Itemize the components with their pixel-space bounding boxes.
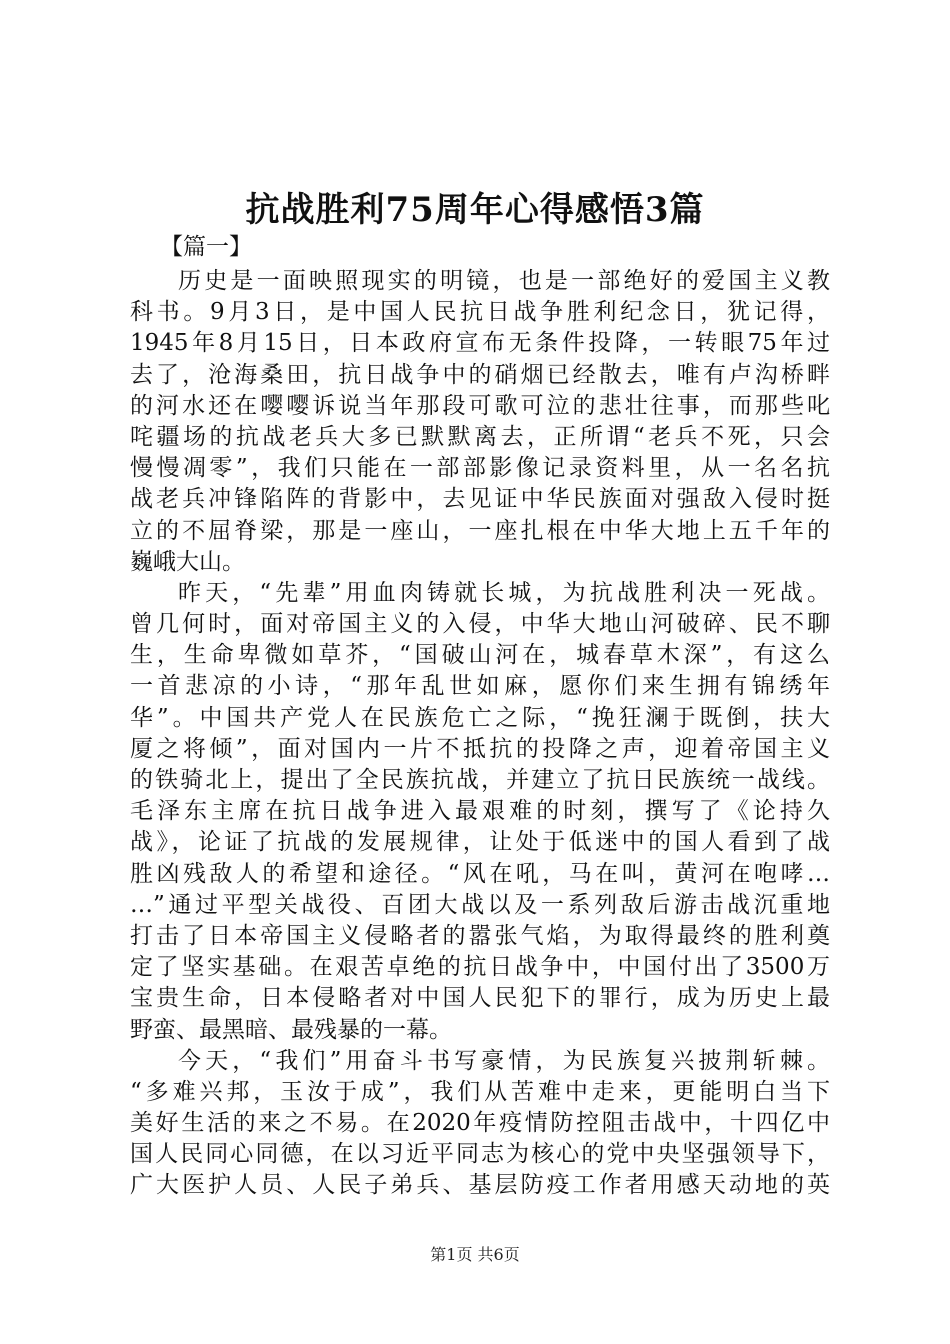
text-line: 打击了日本帝国主义侵略者的嚣张气焰，为取得最终的胜利奠 [130,922,830,949]
text-line: 立的不屈脊梁，那是一座山，一座扎根在中华大地上五千年的 [130,517,830,544]
text-line: “多难兴邦，玉汝于成”，我们从苦难中走来，更能明白当下 [130,1078,830,1105]
text-line: 华”。中国共产党人在民族危亡之际，“挽狂澜于既倒，扶大 [130,704,830,731]
text-line: 美好生活的来之不易。在2020年疫情防控阻击战中，十四亿中 [130,1110,830,1137]
text-line: 曾几何时，面对帝国主义的入侵，中华大地山河破碎、民不聊 [130,611,830,638]
text-line: 的铁骑北上，提出了全民族抗战，并建立了抗日民族统一战线。 [130,767,830,793]
text-line: 宝贵生命，日本侵略者对中国人民犯下的罪行，成为历史上最 [130,985,830,1012]
page-footer: 第1页 共6页 [430,1245,520,1264]
body-text [130,266,830,1202]
text-line: 巍峨大山。 [130,548,245,575]
text-line: 国人民同心同德，在以习近平同志为核心的党中央坚强领导下， [130,1141,830,1168]
text-line: 野蛮、最黑暗、最残暴的一幕。 [130,1016,452,1043]
text-line: 的河水还在嘤嘤诉说当年那段可歌可泣的悲壮往事，而那些叱 [130,392,830,419]
text-line: 今天，“我们”用奋斗书写豪情，为民族复兴披荆斩棘。 [178,1047,830,1074]
text-line: 一首悲凉的小诗，“那年乱世如麻，愿你们来生拥有锦绣年 [130,673,830,700]
text-line: 慢慢凋零”，我们只能在一部部影像记录资料里，从一名名抗 [130,455,830,482]
text-line: …”通过平型关战役、百团大战以及一系列敌后游击战沉重地 [130,891,830,918]
text-line: 广大医护人员、人民子弟兵、基层防疫工作者用感天动地的英 [130,1172,830,1199]
text-line: 1945年8月15日，日本政府宣布无条件投降，一转眼75年过 [130,330,830,357]
text-line: 战》，论证了抗战的发展规律，让处于低迷中的国人看到了战 [130,829,830,856]
text-line: 生，生命卑微如草芥，“国破山河在，城春草木深”，有这么 [130,642,830,669]
text-line: 胜凶残敌人的希望和途径。“风在吼，马在叫，黄河在咆哮… [130,860,830,887]
text-line: 历史是一面映照现实的明镜，也是一部绝好的爱国主义教 [178,268,830,294]
text-line: 昨天，“先辈”用血肉铸就长城，为抗战胜利决一死战。 [178,579,830,606]
text-line: 去了，沧海桑田，抗日战争中的硝烟已经散去，唯有卢沟桥畔 [130,361,830,388]
section-heading: 【篇一】 [160,234,252,260]
text-line: 定了坚实基础。在艰苦卓绝的抗日战争中，中国付出了3500万 [130,954,830,981]
text-line: 厦之将倾”，面对国内一片不抵抗的投降之声，迎着帝国主义 [130,735,830,762]
document-title: 抗战胜利75周年心得感悟3篇 [245,190,705,230]
text-line: 毛泽东主席在抗日战争进入最艰难的时刻，撰写了《论持久 [130,798,830,825]
text-line: 科书。9月3日，是中国人民抗日战争胜利纪念日，犹记得， [130,299,830,326]
text-line: 战老兵冲锋陷阵的背影中，去见证中华民族面对强敌入侵时挺 [130,486,830,513]
text-line: 咤疆场的抗战老兵大多已默默离去，正所谓“老兵不死，只会 [130,423,830,450]
